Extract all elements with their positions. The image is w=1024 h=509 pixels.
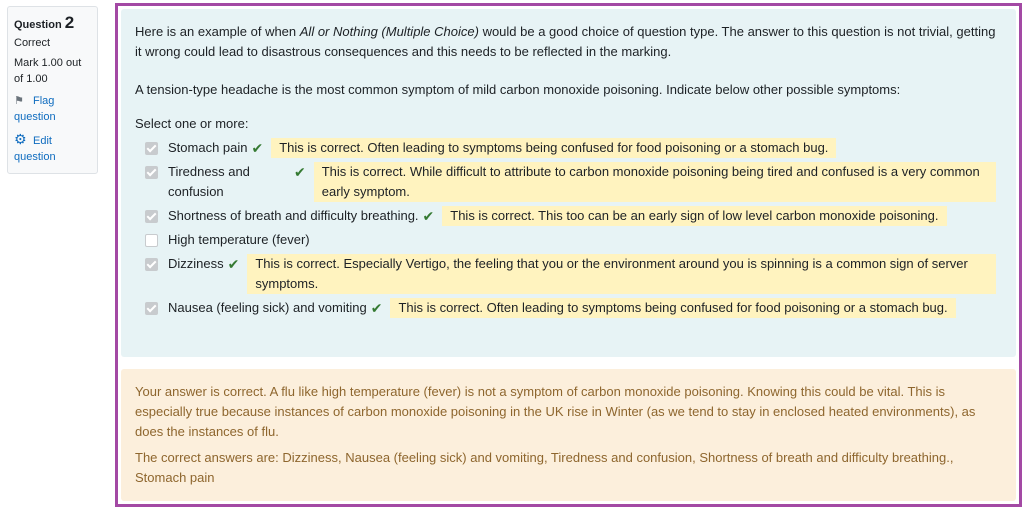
answer-label: Stomach pain	[168, 140, 248, 155]
question-state: Correct	[14, 37, 51, 49]
answer-list	[135, 138, 1002, 318]
answer-checkbox[interactable]	[145, 210, 158, 223]
answer-label: Shortness of breath and difficulty breathing.	[168, 208, 419, 223]
correct-check-icon: ✔	[370, 300, 383, 316]
answer-feedback: This is correct. Often leading to symptoms being confused for food poisoning or a stomach bug.	[271, 138, 836, 158]
general-feedback: Your answer is correct. A flu like high temperature (fever) is not a symptom of carbon monoxide poisoning. Knowing this could be vital. This is especially true because instances of carbon monoxide poisoning in the UK rise in Winter (as we tend to stay in enclosed heated environments), as does the instances of flu.	[135, 384, 976, 439]
correct-check-icon: ✔	[422, 208, 435, 224]
answer-checkbox[interactable]	[145, 258, 158, 271]
question-number	[14, 15, 91, 33]
correct-check-icon: ✔	[251, 140, 264, 156]
answer-feedback: This is correct. Especially Vertigo, the feeling that you or the environment around you is spinning is a common sign of server symptoms.	[247, 254, 996, 294]
answer-label: High temperature (fever)	[168, 232, 310, 247]
question-label: Question	[14, 19, 62, 31]
answer-checkbox[interactable]	[145, 142, 158, 155]
question-intro	[135, 22, 1002, 62]
gear-icon: ⚙	[14, 131, 27, 147]
answer-feedback: This is correct. While difficult to attribute to carbon monoxide poisoning being tired and confused is a very common early symptom.	[314, 162, 996, 202]
flag-question-label: Flag question	[14, 95, 56, 123]
question-outcome	[121, 369, 1016, 501]
answer-checkbox[interactable]	[145, 166, 158, 179]
intro-text-end: would be a good choice of question type. The answer to this question is not trivial, getting it wrong could lead to disastrous consequences and this needs to be reflected in the marking.	[135, 24, 996, 59]
intro-text: Here is an example of when	[135, 24, 300, 39]
correct-check-icon: ✔	[294, 164, 306, 180]
edit-question-link[interactable]	[14, 131, 91, 165]
flag-question-link[interactable]	[14, 93, 91, 125]
answer-option	[135, 138, 1002, 158]
correct-check-icon: ✔	[227, 256, 240, 272]
answer-option	[135, 254, 1002, 294]
answer-feedback: This is correct. Often leading to symptoms being confused for food poisoning or a stomach bug.	[390, 298, 955, 318]
right-answer: The correct answers are: Dizziness, Nausea (feeling sick) and vomiting, Tiredness and confusion, Shortness of breath and difficulty breathing., Stomach pain	[135, 450, 954, 485]
question-text: A tension-type headache is the most common symptom of mild carbon monoxide poisoning. Indicate below other possible symptoms:	[135, 82, 901, 97]
answer-option	[135, 298, 1002, 318]
answer-checkbox[interactable]	[145, 234, 158, 247]
intro-emphasis: All or Nothing (Multiple Choice)	[299, 24, 479, 39]
flag-icon: ⚑	[14, 95, 24, 107]
answer-option	[135, 206, 1002, 226]
question-info-panel	[7, 6, 98, 174]
answer-label: Nausea (feeling sick) and vomiting	[168, 300, 367, 315]
answer-prompt: Select one or more:	[135, 116, 249, 131]
answer-option	[135, 162, 1002, 202]
question-content-frame	[115, 3, 1022, 507]
answer-checkbox[interactable]	[145, 302, 158, 315]
answer-label: Tiredness and confusion	[168, 164, 250, 199]
question-number-value: 2	[64, 13, 75, 32]
answer-feedback: This is correct. This too can be an early sign of low level carbon monoxide poisoning.	[442, 206, 946, 226]
answer-option	[135, 230, 1002, 250]
question-formulation	[121, 9, 1016, 357]
edit-question-label: Edit question	[14, 135, 56, 163]
question-grade: Mark 1.00 out of 1.00	[14, 57, 82, 85]
answer-label: Dizziness	[168, 256, 224, 271]
